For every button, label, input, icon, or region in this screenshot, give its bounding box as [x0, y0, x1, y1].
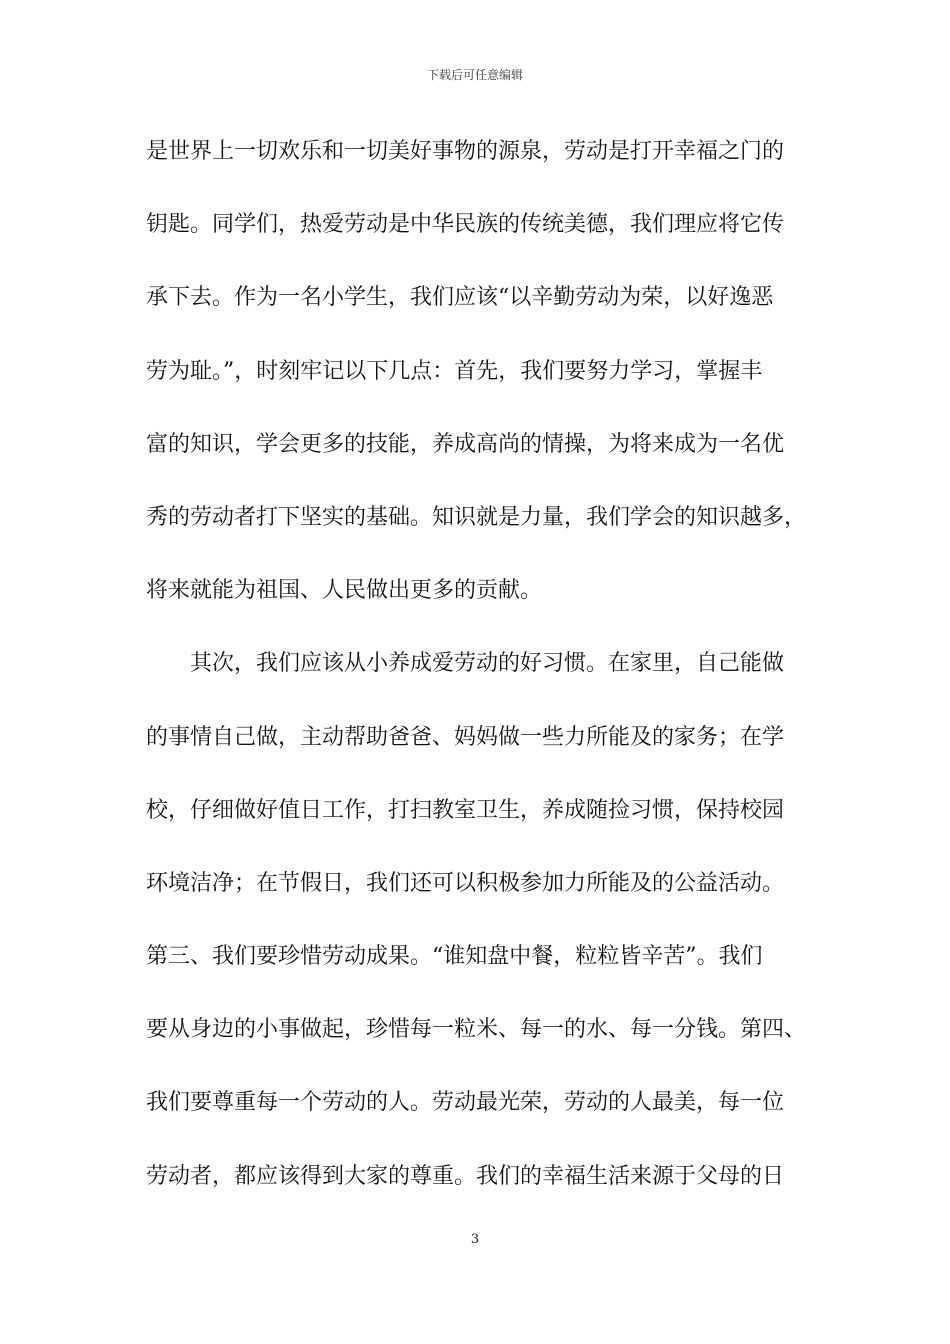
text-line: 我们要尊重每一个劳动的人。劳动最光荣，劳动的人最美，每一位	[146, 1090, 785, 1116]
text-line: 第三、我们要珍惜劳动成果。“谁知盘中餐，粒粒皆辛苦”。我们	[146, 944, 763, 970]
text-line: 的事情自己做，主动帮助爸爸、妈妈做一些力所能及的家务；在学	[146, 724, 785, 750]
text-line: 承下去。作为一名小学生，我们应该“以辛勤劳动为荣，以好逸恶	[146, 285, 774, 311]
text-line: 校，仔细做好值日工作，打扫教室卫生，养成随捡习惯，保持校园	[146, 797, 785, 823]
text-line: 秀的劳动者打下坚实的基础。知识就是力量，我们学会的知识越多，	[146, 504, 807, 530]
text-line: 钥匙。同学们，热爱劳动是中华民族的传统美德，我们理应将它传	[146, 212, 785, 238]
text-line: 环境洁净；在节假日，我们还可以积极参加力所能及的公益活动。	[146, 870, 785, 896]
text-line: 劳动者，都应该得到大家的尊重。我们的幸福生活来源于父母的日	[146, 1163, 785, 1189]
text-line: 要从身边的小事做起，珍惜每一粒米、每一的水、每一分钱。第四、	[146, 1017, 807, 1043]
page-number: 3	[470, 1232, 480, 1247]
body-text	[146, 130, 826, 1228]
text-line: 富的知识，学会更多的技能，养成高尚的情操，为将来成为一名优	[146, 431, 785, 457]
page-header: 下载后可任意编辑	[426, 68, 523, 82]
text-line: 是世界上一切欢乐和一切美好事物的源泉，劳动是打开幸福之门的	[146, 139, 785, 164]
paragraph-start-line: 其次，我们应该从小养成爱劳动的好习惯。在家里，自己能做	[190, 651, 785, 677]
text-line: 将来就能为祖国、人民做出更多的贡献。	[146, 578, 543, 604]
text-line: 劳为耻。”，时刻牢记以下几点：首先，我们要努力学习，掌握丰	[146, 358, 763, 384]
